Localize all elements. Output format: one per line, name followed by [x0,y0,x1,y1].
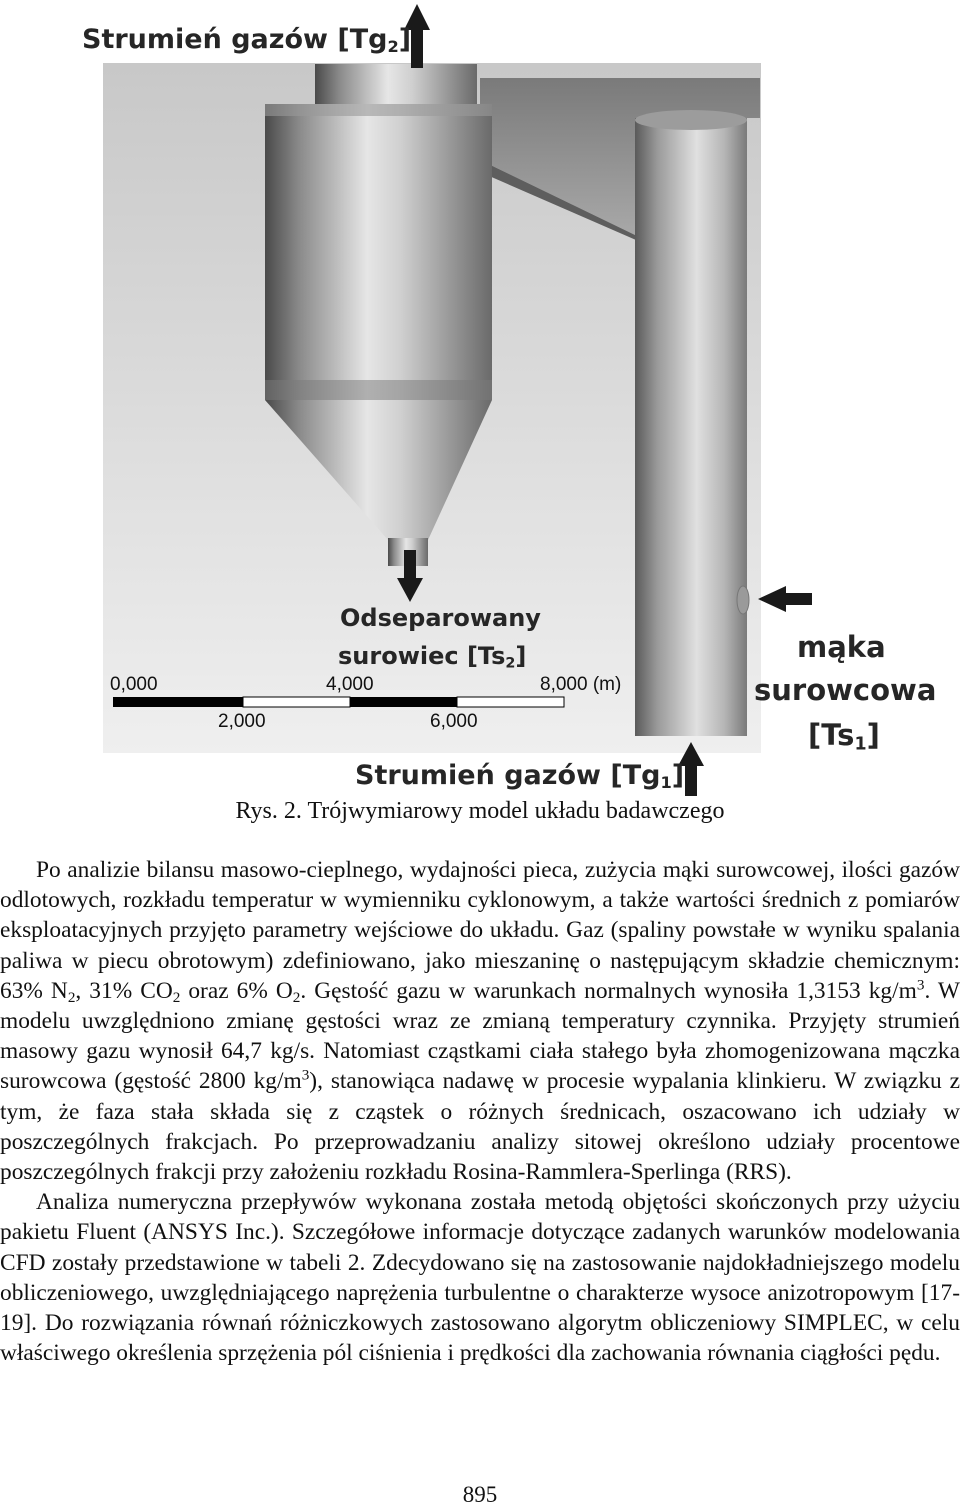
meal-inlet-arrow [758,586,812,612]
gas-outlet-pipe [315,64,477,104]
paragraph-1: Po analizie bilansu masowo-cieplnego, wydajności pieca, zużycia mąki surowcowej, ilości gazów odlotowych, rozkładu temperatur w wymienniku cyklonowym, a także wartości średnich z pomiarów eksploatacyjnych przyjęto parametry wejściowe do układu. Gaz (spaliny powstałe w wyniku spalania paliwa w piecu obrotowym) zdefiniowano, jako mieszaninę o następującym składzie chemicznym: 63% $N_2$, 31% $CO_2$ oraz 6% $O_2$. Gęstość gazu w warunkach normalnych wynosiła 1,3153 $kg/m^3$. W modelu uwzględniono zmianę gęstości wraz ze zmianą temperatury czynnika. Przyjęty strumień masowy gazu wynosił 64,7 kg/s. Natomiast cząstkami ciała stałego była zhomogenizowana mączka surowcowa (gęstość 2800 $kg/m^3$), stanowiąca nadawę w procesie wypalania klinkieru. W związku z tym, że faza stała składa się z cząstek o różnych średnicach, oszacowano ich udziały w poszczególnych frakcjach. Po przeprowadzaniu analizy sitowej określono udziały procentowe poszczególnych frakcji przy założeniu rozkładu Rosina-Rammlera-Sperlinga (RRS). [0,857,960,1186]
label-meal-line3: $[Ts_1]$ [808,718,880,755]
cyclone-body [265,104,492,400]
scale-label-8: 8,000 (m) [540,674,622,695]
paragraph-2: Analiza numeryczna przepływów wykonana została metodą objętości skończonych przy użyciu pakietu Fluent (ANSYS Inc.). Szczegółowe informacje dotyczące zadanych warunków modelowania CFD zostały przedstawione w tabeli 2. Zdecydowano się na zastosowanie najdokładniejszego modelu obliczeniowego, uwzględniającego naprężenia turbulentne o charakterze wysoce anizotropowym [17-19]. Do rozwiązania równań różniczkowych zastosowano algorytm obliczeniowy SIMPLEC, w celu właściwego określenia sprzężenia pól ciśnienia i prędkości dla zachowania równania ciągłości pędu. [0,1189,960,1367]
scale-bar [113,697,564,707]
scale-label-4: 4,000 [326,674,374,695]
label-separated-raw-line1: Odseparowany [340,604,541,632]
riser-pipe [635,118,747,736]
label-gas-outlet: Strumień gazów $[Tg_2]$ [82,24,412,57]
page-number: 895 [462,1482,498,1507]
label-gas-inlet: Strumień gazów $[Tg_1]$ [355,760,685,793]
meal-inlet [737,586,749,614]
body-text [0,855,960,1368]
label-separated-raw-line2: surowiec $[Ts_2]$ [338,642,527,672]
scale-label-2: 2,000 [218,711,266,732]
figure-caption: Rys. 2. Trójwymiarowy model układu badawczego [235,798,725,824]
scale-label-6: 6,000 [430,711,478,732]
label-meal-line2: surowcowa [754,673,937,707]
scale-label-0: 0,000 [110,674,158,695]
label-meal-line1: mąka [797,630,886,664]
